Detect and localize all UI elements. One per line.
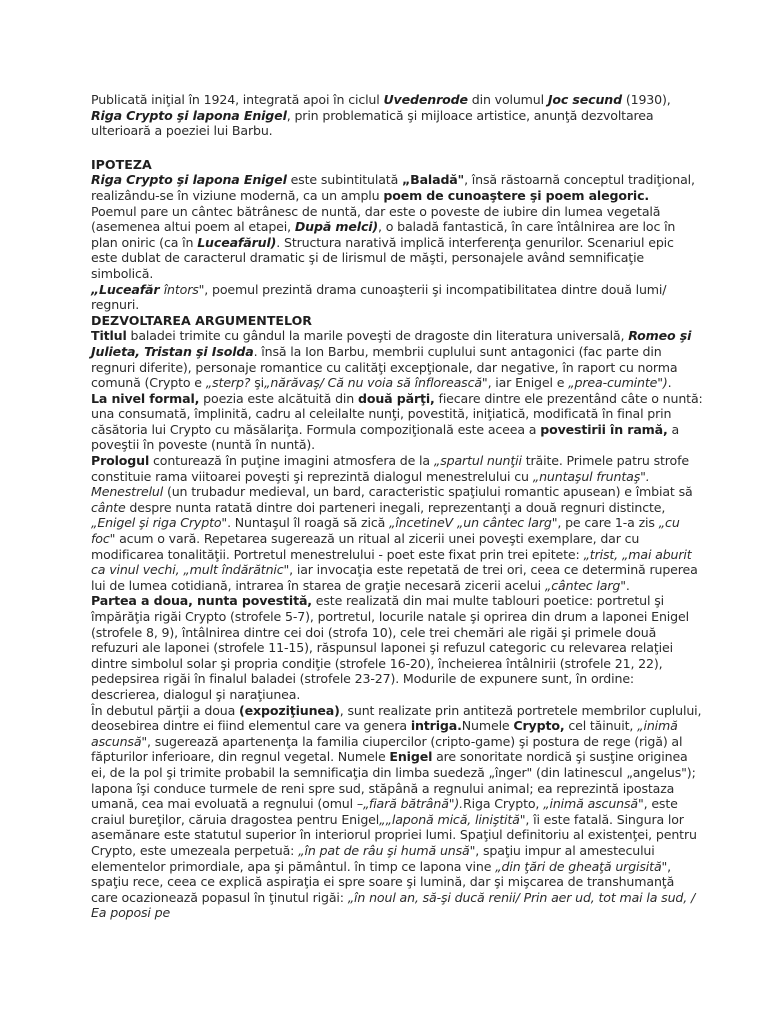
paragraph-text: şi — [250, 375, 264, 391]
ipoteza-paragraph-1 — [91, 172, 703, 203]
document-page — [91, 92, 703, 921]
paragraph-text: cel tăinuit, — [564, 718, 638, 734]
poem-title: Luceafărul) — [197, 234, 277, 250]
intro-text: Publicată iniţial în 1924, integrată apoi în ciclul — [91, 92, 384, 107]
paragraph-text: poezia este alcătuită din — [199, 390, 358, 406]
section-heading-dezvoltarea: DEZVOLTAREA ARGUMENTELOR — [91, 312, 313, 328]
quote-text: „inimă ascunsă" — [543, 796, 644, 812]
paragraph-text: . Nuntaşul îl roagă să zică — [227, 515, 390, 531]
quote-text: „prea-cuminte") — [568, 375, 668, 391]
quote-text: „în noul an, să-şi ducă renii/ Prin aer ud, tot mai la sud, / Ea poposi pe — [91, 889, 696, 921]
bold-text: Partea a doua, nunta povestită, — [91, 593, 312, 609]
bold-text: „Baladă" — [402, 172, 465, 188]
intro-poem-title: Riga Crypto şi lapona Enigel — [91, 107, 287, 123]
paragraph-text: Poemul pare un cântec bătrânesc de nuntă, dar este o poveste de iubire din lumea vegetală (asemenea altui poem al etapei, — [91, 203, 661, 235]
bold-text: Prologul — [91, 453, 150, 469]
paragraph-text: baladei trimite cu gândul la marile poveşti de dragoste din literatura universală, — [126, 328, 629, 344]
paragraph-text: În debutul părţii a doua — [91, 702, 240, 718]
bold-italic-text: „Luceafăr — [91, 281, 164, 297]
quote-text: „sterp? — [205, 375, 251, 391]
bold-text: Crypto, — [513, 718, 565, 734]
prologul-paragraph — [91, 453, 703, 593]
debut-paragraph — [91, 703, 703, 921]
paragraph-text: , este craiul bureţilor, căruia dragostea pentru Enigel — [91, 796, 678, 827]
bold-text: La nivel formal, — [91, 390, 200, 406]
intro-ciclu-title: Uvedenrode — [383, 92, 468, 107]
bold-text: poem de cunoaştere şi poem alegoric. — [383, 187, 650, 203]
quote-text: „nărăvaş/ Că nu voia să înflorească" — [263, 375, 488, 391]
bold-text: Titlul — [91, 328, 127, 344]
ipoteza-paragraph-2 — [91, 204, 703, 282]
bold-text: două părţi, — [357, 390, 435, 406]
italic-text: cânte — [91, 499, 126, 515]
paragraph-text: , poemul prezintă drama cunoaşterii şi incompatibilitatea dintre două lumi/ regnuri. — [91, 281, 667, 313]
quote-text: „în pat de râu şi humă unsă" — [298, 842, 476, 858]
quote-text: „din ţări de gheaţă urgisită" — [495, 858, 668, 874]
bold-text: intriga. — [410, 718, 462, 734]
poem-title: Riga Crypto şi lapona Enigel — [91, 172, 287, 188]
bold-text: Enigel — [389, 749, 433, 765]
paragraph-text: . Structura narativă implică interferenţa genurilor. Scenariul epic este dublat de caracterul dramatic şi de lirismul de măşti, personajele având semnificaţie simbolică. — [91, 234, 674, 281]
quote-text: „nuntaşul fruntaş". Menestrelul — [91, 468, 650, 500]
quote-text: „încetineV „un cântec larg" — [389, 515, 558, 531]
paragraph-text: trăite. Primele patru strofe constituie rama viitoarei poveşti şi reprezintă dialogul menestrelului cu — [91, 453, 689, 484]
paragraph-text: , îi este fatală. Singura lor asemănare este statutul superior în interiorul propriei lumi. Spaţiul definitoriu al existenţei, pentru Crypto, este umezeala perpetuă: — [91, 811, 697, 858]
nivel-formal-paragraph — [91, 391, 703, 453]
paragraph-text: despre nunta ratată dintre doi parteneri inegali, reprezentanţi a două regnuri distincte, — [125, 499, 666, 515]
bold-italic-text: Romeo şi Julieta, Tristan şi Isolda — [91, 328, 692, 359]
paragraph-text: , sugerează apartenenţa la familia ciupercilor (cripto-game) şi postura de rege (rigă) al făpturilor inferioare, din regnul vegetal. Numele — [91, 733, 683, 765]
quote-text: „inimă ascunsă" — [91, 718, 678, 749]
quote-text: „fiară bătrână"). — [363, 796, 464, 812]
paragraph-text: . — [667, 375, 672, 391]
paragraph-text: , însă răstoarnă conceptul tradiţional, realizându-se în viziune modernă, ca un amplu — [91, 172, 695, 203]
quote-text: „spartul nunţii — [433, 453, 522, 469]
paragraph-text: acum o vară. Repetarea sugerează un ritual al zicerii unei poveşti exemplare, dar cu modificarea tonalităţii. Portretul menestrelului - poet este fixat prin trei epitete: — [91, 531, 640, 562]
paragraph-text: are sonoritate nordică şi susţine originea ei, de la pol şi trimite probabil la semnificaţia din limba suedeză „înger" (din latinescul „angelus"); lapona îşi conduce turmele de reni spre sud, stăpână a regnului animal; ea reprezintă ipostaza umană, cea mai evoluată a regnului (omul – — [91, 749, 696, 812]
intro-text: din volumul — [467, 92, 548, 107]
paragraph-text: , spaţiu impur al amestecului elementelor primordiale, apa şi pământul. în timp ce lapona vine — [91, 842, 655, 874]
quote-text: „Enigel şi riga Crypto" — [91, 515, 228, 531]
paragraph-text: . însă la Ion Barbu, membrii cuplului sunt antagonici (fac parte din regnuri diferite), personaje romantice cu calităţi excepţionale, dar negative, în raport cu norma comună (Crypto e — [91, 343, 678, 391]
paragraph-text: , iar Enigel e — [487, 375, 569, 391]
intro-text: (1930), — [621, 92, 671, 107]
ipoteza-paragraph-3 — [91, 282, 703, 313]
paragraph-text: , pe care 1-a zis — [557, 515, 659, 531]
paragraph-text: , iar invocaţia este repetată de trei ori, ceea ce determină ruperea lui de lumea cotidiană, intrarea în starea de graţie necesară zicerii acelui — [91, 562, 698, 593]
paragraph-text: fiecare dintre ele prezentând câte o nuntă: una consumată, împlinită, cadru al celeilalte nunţi, povestită, iniţiatică, modificată în final prin căsătoria lui Crypto cu măsălariţa. Formula compoziţională este aceea a — [91, 390, 703, 437]
section-heading-ipoteza: IPOTEZA — [91, 156, 152, 172]
titlul-paragraph — [91, 328, 703, 390]
bold-text: povestirii în ramă, — [540, 421, 668, 437]
paragraph-text: este subintitulată — [286, 172, 402, 188]
paragraph-text: Riga Crypto, — [463, 796, 544, 812]
paragraph-text: , sunt realizate prin antiteză portretele membrilor cuplului, deosebirea dintre ei fiind elementul care va genera — [91, 702, 702, 734]
intro-paragraph — [91, 92, 703, 139]
paragraph-text: , spaţiu rece, ceea ce explică aspiraţia ei spre soare şi lumină, dar şi mişcarea de transhumanţă care ocazionează popasul în ţinutul rigăi: — [91, 858, 675, 905]
partea-a-doua-paragraph — [91, 593, 703, 702]
paragraph-text: (un trubadur medieval, un bard, caracteristic spaţiului romantic apusean) e îmbiat să — [163, 484, 693, 500]
quote-text: „cântec larg" — [544, 577, 626, 593]
paragraph-text: conturează în puţine imagini atmosfera de la — [149, 453, 434, 469]
quote-text: „cu foc" — [91, 515, 680, 547]
intro-text: , prin problematică şi mijloace artistice, anunţă dezvoltarea ulterioară a poeziei lui Barbu. — [91, 107, 654, 139]
italic-text: întors" — [163, 281, 205, 297]
paragraph-text: a poveştii în poveste (nuntă în nuntă). — [91, 421, 680, 453]
intro-volume-title: Joc secund — [547, 92, 622, 107]
paragraph-text: , o baladă fantastică, în care întâlnirea are loc în plan oniric (ca în — [91, 219, 676, 250]
bold-text: (expoziţiunea) — [239, 702, 340, 718]
poem-title: După melci) — [294, 219, 379, 235]
paragraph-text: . — [625, 577, 630, 593]
quote-text: „trist, „mai aburit ca vinul vechi, „mult îndărătnic" — [91, 546, 692, 578]
quote-text: „„laponă mică, liniştită" — [379, 811, 526, 827]
paragraph-text: Numele — [461, 718, 514, 734]
paragraph-text: este realizată din mai multe tablouri poetice: portretul şi împărăţia rigăi Crypto (strofele 5-7), portretul, locurile natale şi oprirea din drum a laponei Enigel (strofele 8, 9), întâlnirea dintre cei doi (strofa 10), cele trei chemări ale rigăi şi primele două refuzuri ale laponei (strofele 11-15), răspunsul laponei şi refuzul categoric cu relevarea relaţiei dintre simbolul solar şi propria condiţie (strofele 16-20), încheierea întâlnirii (strofele 21, 22), pedepsirea rigăi în finalul baladei (strofele 23-27). Modurile de expunere sunt, în ordine: descrierea, dialogul şi naraţiunea. — [91, 593, 689, 702]
